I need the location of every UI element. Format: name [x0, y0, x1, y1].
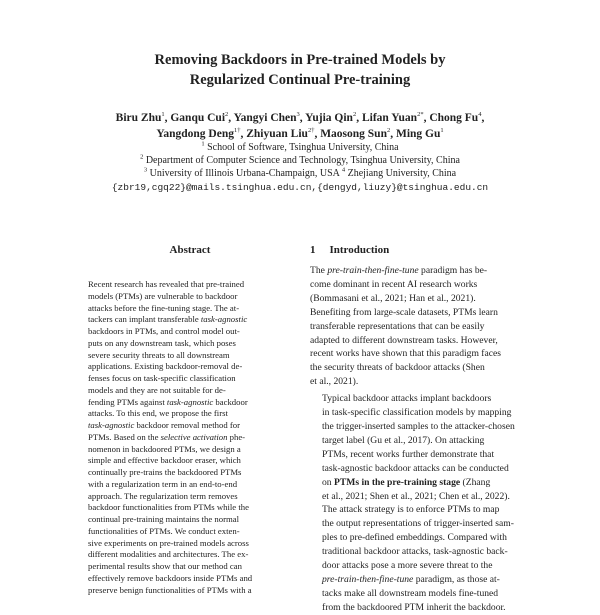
intro-line: pre-train-then-fine-tune paradigm, as those at-	[322, 573, 500, 585]
intro-line: The attack strategy is to enforce PTMs to map	[322, 504, 500, 516]
intro-line: The pre-train-then-fine-tune paradigm has be-	[310, 265, 488, 276]
introduction-heading	[310, 244, 540, 256]
abstract-heading: Abstract	[169, 244, 211, 256]
abstract-line: continually pre-trains the backdoored PTMs	[88, 467, 242, 477]
abstract-line: puts on any downstream task, which poses	[88, 337, 236, 348]
abstract-line: backdoors in PTMs, and control model out-	[88, 326, 240, 336]
intro-paragraph	[310, 392, 530, 615]
abstract-line: preserve benign functionalities of PTMs with a	[88, 584, 252, 595]
abstract-line: different modalities and architectures. The ex-	[88, 549, 249, 560]
author-emails: {zbr19,cgq22}@mails.tsinghua.edu.cn,{dengyd,liuzy}@tsinghua.edu.cn	[111, 182, 489, 193]
section-number: 1	[310, 244, 316, 256]
author-name: Maosong Sun	[320, 128, 387, 140]
author-affiliation-mark: 1	[440, 127, 444, 135]
author-affiliation-mark: 2	[386, 127, 391, 135]
intro-line: tacks make all downstream models fine-tuned	[322, 587, 499, 599]
paper-title	[0, 50, 600, 90]
abstract-line: task-agnostic backdoor removal method for	[88, 420, 240, 430]
intro-line: Typical backdoor attacks implant backdoors	[322, 393, 492, 405]
intro-line: et al., 2021; Shen et al., 2021; Chen et al., 2022).	[322, 490, 510, 502]
intro-line: the output representations of trigger-inserted sam-	[322, 518, 514, 530]
abstract-line: backdoor functionalities from PTMs while the	[88, 502, 249, 513]
intro-line: traditional backdoor attacks, task-agnostic back-	[322, 546, 508, 558]
section-title: Introduction	[329, 244, 390, 256]
abstract-line: with a regularization term in an end-to-end	[88, 478, 238, 489]
author-line-1: Biru Zhu$^1$, Ganqu Cui$^2$, Yangyi Chen$^3$, Yujia Qin$^2$, Lifan Yuan$^{2*}$, Chong Fu$^4$,	[115, 111, 485, 124]
intro-line: ples to pre-defined embeddings. Compared with	[322, 532, 507, 544]
abstract-line: fenses focus on task-specific classification	[88, 373, 236, 383]
author-name: Yujia Qin	[305, 112, 353, 124]
author-name: Biru Zhu	[115, 112, 162, 124]
abstract-line: sive experiments on pre-trained models across	[88, 537, 249, 548]
abstract-line: functionalities of PTMs. We conduct exten-	[88, 525, 240, 536]
author-line-2: Yangdong Deng$^{1\dagger}$, Zhiyuan Liu$^{2\dagger}$, Maosong Sun$^2$, Ming Gu$^1$	[156, 127, 444, 140]
intro-line: adapted to different downstream tasks. However,	[310, 334, 498, 346]
intro-line: PTMs, recent works further demonstrate that	[322, 448, 495, 460]
introduction-body	[310, 264, 530, 615]
abstract-body	[88, 279, 278, 596]
affiliation-line: $^2$ Department of Computer Science and Technology, Tsinghua University, China	[140, 153, 460, 166]
intro-line: target label (Gu et al., 2017). On attacking	[322, 434, 485, 446]
abstract-line: approach. The regularization term removes	[88, 490, 238, 501]
title-line-1: Removing Backdoors in Pre-trained Models by	[154, 52, 446, 68]
abstract-line: tackers can implant transferable task-agnostic	[88, 314, 248, 325]
abstract-line: attacks. To this end, we propose the first	[88, 408, 228, 419]
abstract-line: effectively remove backdoors inside PTMs and	[88, 572, 253, 583]
abstract-line: attacks before the fine-tuning stage. The at-	[88, 302, 240, 313]
author-affiliation-mark: 4	[478, 111, 482, 119]
author-affiliation-mark: 3	[296, 111, 300, 119]
abstract-line: simple and effective backdoor eraser, which	[88, 455, 241, 466]
author-affiliation-mark: 2	[225, 111, 229, 119]
intro-paragraph	[310, 264, 530, 389]
abstract-line: models (PTMs) are vulnerable to backdoor	[88, 290, 238, 301]
author-name: Yangyi Chen	[233, 112, 297, 124]
abstract-line: PTMs. Based on the selective activation phe-	[88, 431, 246, 442]
intro-line: Benefiting from large-scale datasets, PTMs learn	[310, 306, 498, 318]
intro-line: in task-specific classification models by mapping	[322, 407, 512, 419]
author-name: Lifan Yuan	[361, 112, 418, 124]
affiliations	[0, 141, 600, 180]
intro-line: transferable representations that can be easily	[310, 320, 485, 332]
intro-line: from the backdoored PTM inherit the backdoor.	[322, 601, 506, 613]
intro-line: task-agnostic backdoor attacks can be conducted	[322, 462, 509, 474]
abstract-line: Recent research has revealed that pre-trained	[88, 279, 245, 289]
abstract-line: nomenon in backdoored PTMs, we design a	[88, 443, 241, 454]
author-affiliation-mark: 1†	[233, 127, 241, 135]
author-affiliation-mark: 2*	[417, 111, 424, 119]
abstract-line: severe security threats to all downstream	[88, 349, 230, 360]
author-name: Ganqu Cui	[170, 112, 226, 124]
author-name: Ming Gu	[395, 128, 441, 140]
title-line-2: Regularized Continual Pre-training	[189, 72, 411, 88]
abstract-line: applications. Existing backdoor-removal de-	[88, 361, 243, 372]
intro-line: the trigger-inserted samples to the attacker-chosen	[322, 420, 515, 432]
author-list	[0, 110, 600, 142]
author-name: Yangdong Deng	[156, 128, 234, 140]
intro-line: come dominant in recent AI research works	[310, 278, 478, 290]
intro-line: on PTMs in the pre-training stage (Zhang	[322, 476, 491, 488]
author-affiliation-mark: 2†	[307, 127, 315, 135]
author-affiliation-mark: 1	[161, 111, 165, 119]
author-name: Chong Fu	[429, 112, 479, 124]
abstract-line: fending PTMs against task-agnostic backdoor	[88, 396, 248, 407]
abstract-line: continual pre-training maintains the normal	[88, 514, 240, 524]
intro-line: (Bommasani et al., 2021; Han et al., 2021).	[310, 292, 476, 304]
intro-line: the security threats of backdoor attacks (Shen	[310, 362, 485, 374]
intro-line: door attacks pose a more severe threat to the	[322, 560, 493, 572]
affiliation-line: $^1$ School of Software, Tsinghua University, China	[201, 140, 399, 153]
intro-line: et al., 2021).	[310, 376, 359, 388]
author-name: Zhiyuan Liu	[246, 128, 308, 140]
affiliation-line: $^3$ University of Illinois Urbana-Champaign, USA $^4$ Zhejiang University, China	[143, 166, 457, 179]
author-affiliation-mark: 2	[352, 111, 357, 119]
abstract-line: models and they are not suitable for de-	[88, 384, 226, 395]
abstract-line: perimental results show that our method can	[88, 561, 242, 571]
intro-line: recent works have shown that this paradigm faces	[310, 348, 502, 360]
